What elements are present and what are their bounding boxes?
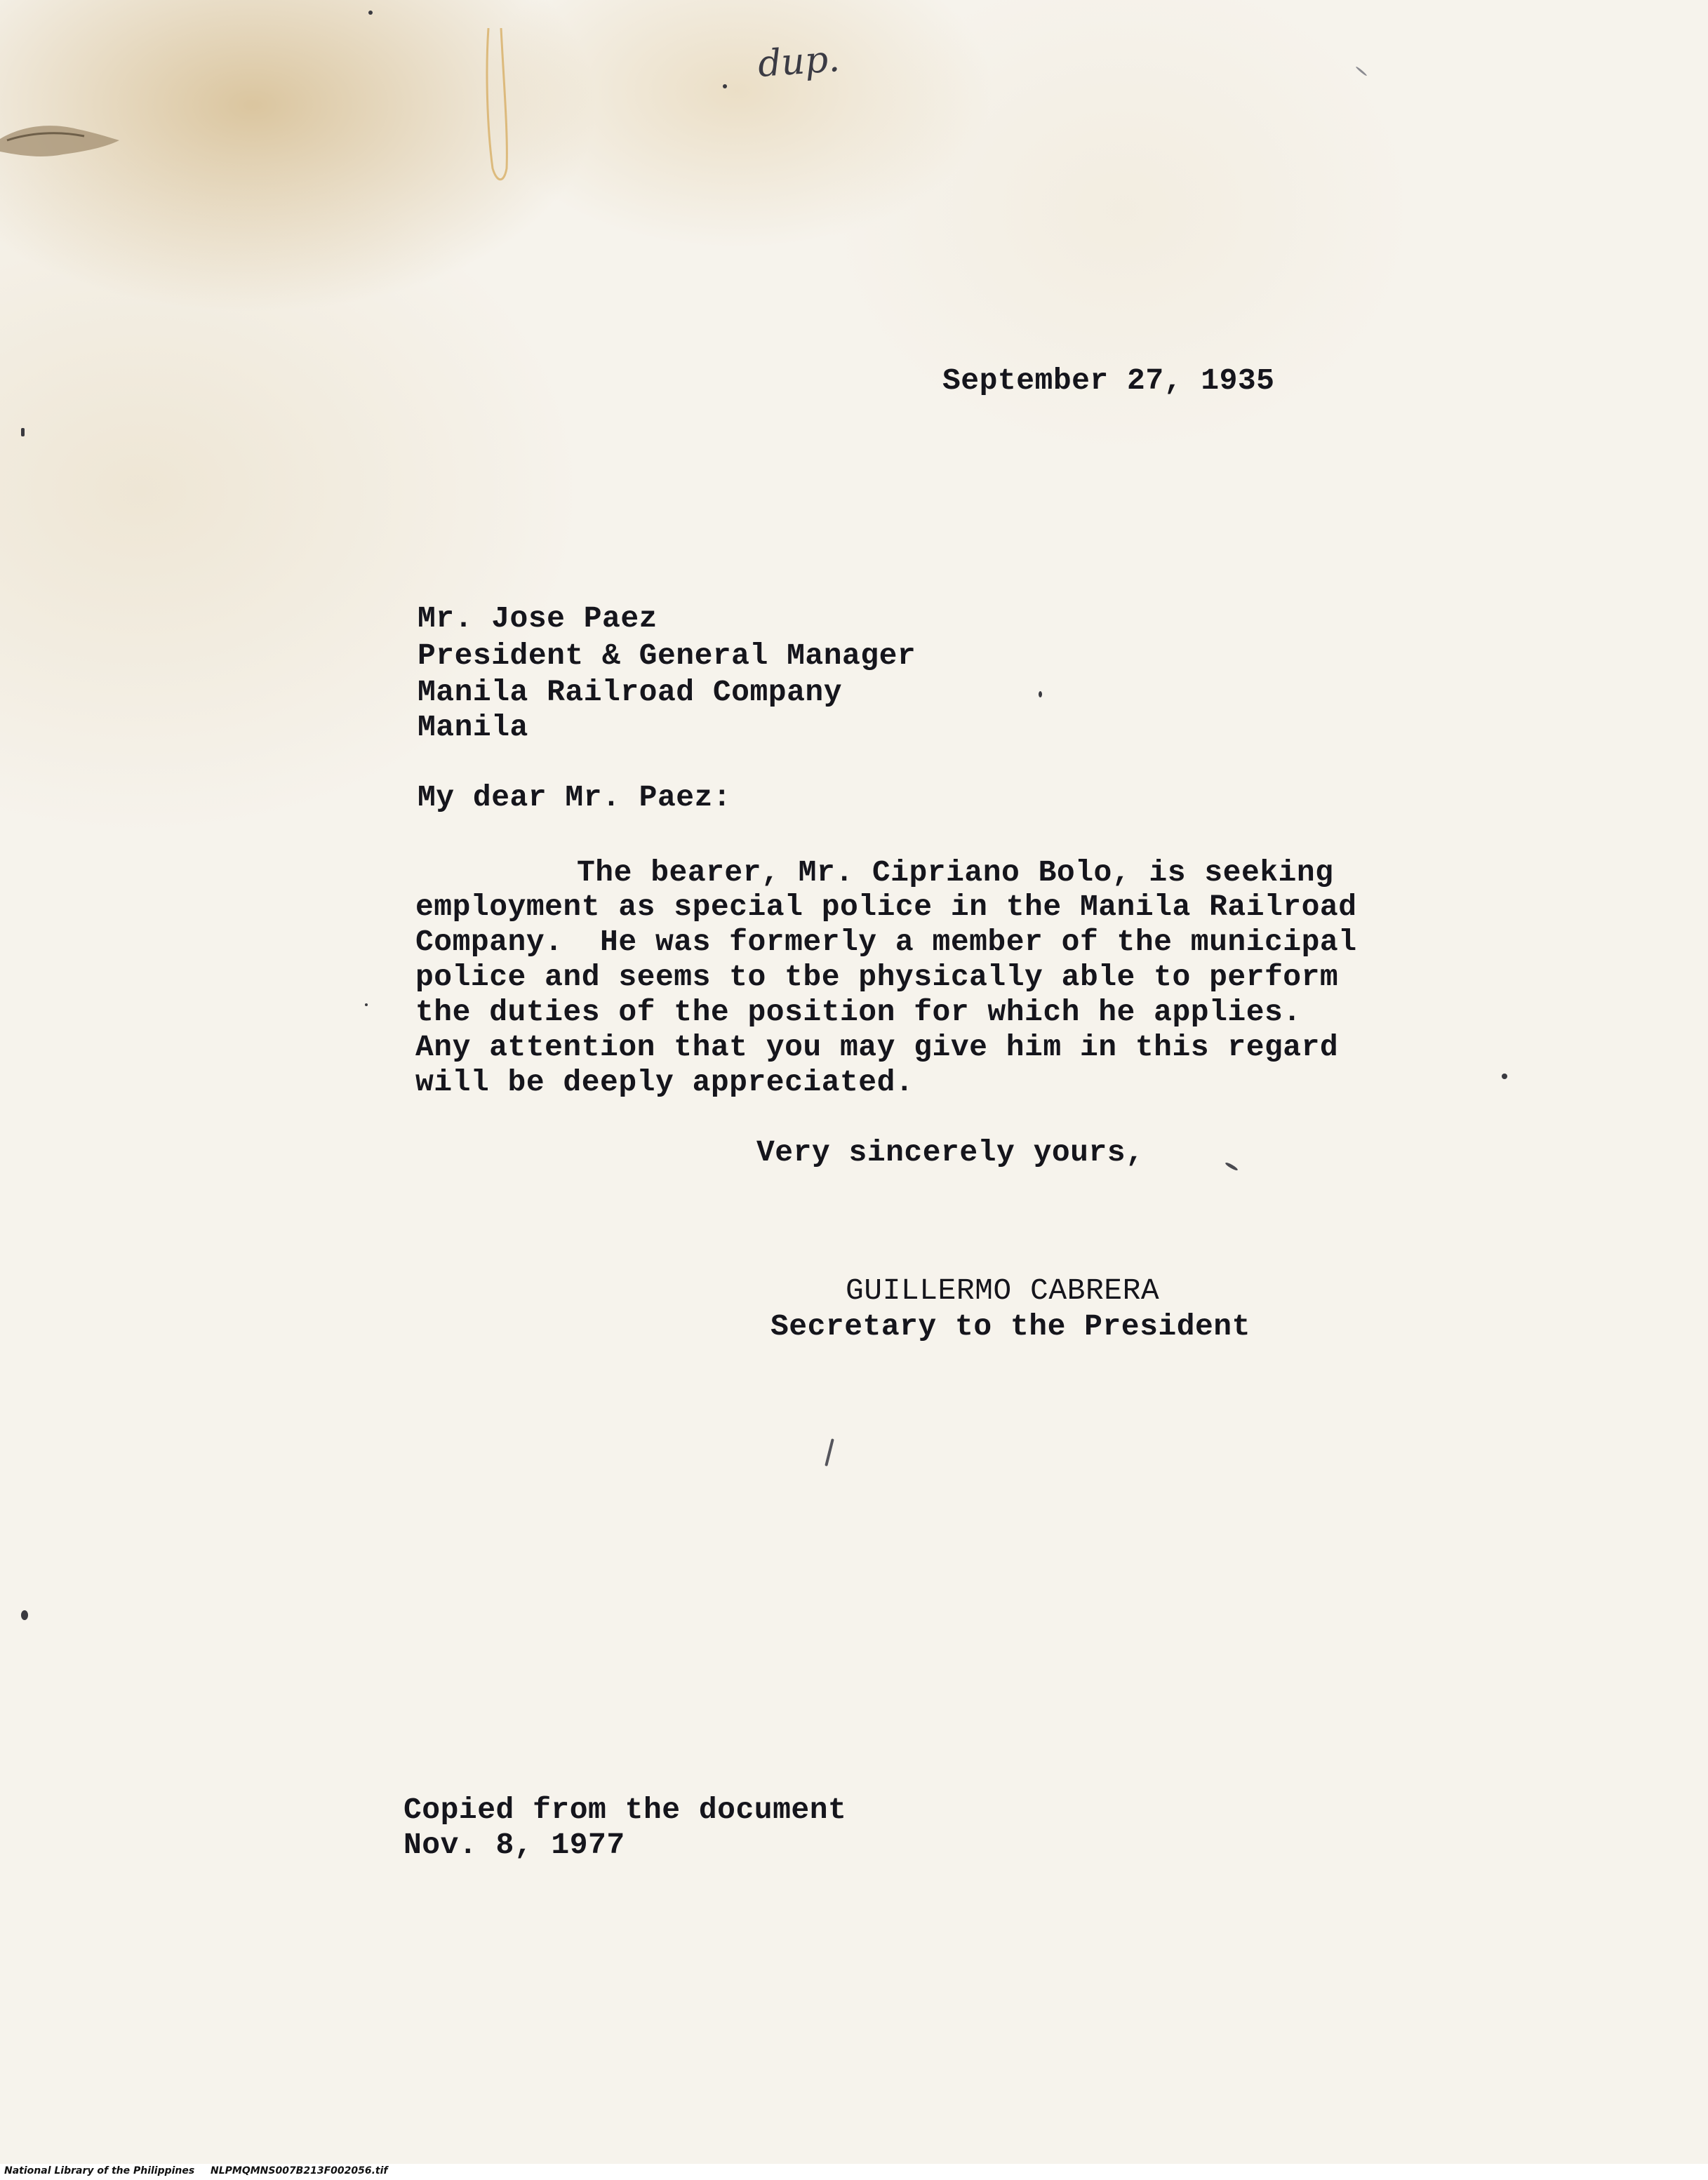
body-line: Any attention that you may give him in this regard <box>415 1030 1339 1064</box>
speck <box>1355 66 1367 76</box>
speck <box>825 1438 834 1466</box>
torn-paper-edge <box>0 119 126 168</box>
stain-streak <box>483 28 511 189</box>
handwritten-note-text: dup. <box>756 38 841 86</box>
signatory-name: GUILLERMO CABRERA <box>846 1273 1160 1308</box>
closing: Very sincerely yours, <box>756 1135 1145 1170</box>
speck <box>1502 1074 1507 1079</box>
letter-date: September 27, 1935 <box>942 363 1275 398</box>
speck <box>1225 1161 1239 1171</box>
recipient-name: Mr. Jose Paez <box>418 601 658 636</box>
recipient-title: President & General Manager <box>418 638 916 673</box>
body-line: employment as special police in the Manila Railroad <box>415 890 1357 924</box>
speck <box>1039 691 1042 697</box>
body-line: police and seems to tbe physically able to perform <box>415 960 1339 994</box>
speck <box>21 428 25 436</box>
body-line: the duties of the position for which he applies. <box>415 995 1302 1029</box>
handwritten-note <box>737 28 877 133</box>
body-line: Company. He was formerly a member of the municipal <box>415 925 1357 959</box>
copy-note-line: Copied from the document <box>403 1793 847 1827</box>
scan-footer <box>0 2164 1708 2180</box>
body-line: will be deeply appreciated. <box>415 1065 914 1099</box>
footer-file-id: NLPMQMNS007B213F002056.tif <box>211 2165 388 2176</box>
speck <box>368 11 373 15</box>
speck <box>21 1610 28 1620</box>
recipient-city: Manila <box>418 710 528 744</box>
body-line: The bearer, Mr. Cipriano Bolo, is seeking <box>577 855 1334 890</box>
salutation: My dear Mr. Paez: <box>418 780 732 815</box>
recipient-company: Manila Railroad Company <box>418 675 842 709</box>
footer-library: National Library of the Philippines <box>4 2165 195 2176</box>
speck <box>723 84 727 88</box>
signatory-title: Secretary to the President <box>770 1309 1250 1344</box>
copy-note-date: Nov. 8, 1977 <box>403 1828 625 1862</box>
speck <box>365 1003 368 1006</box>
